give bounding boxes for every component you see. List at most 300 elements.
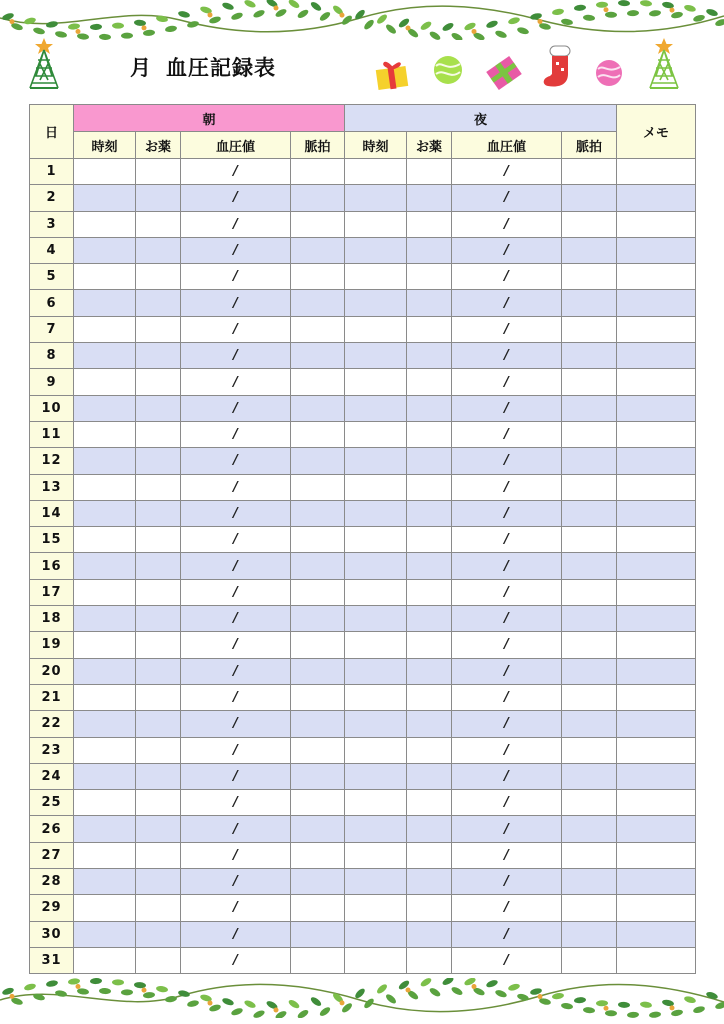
evening-time-cell[interactable] (345, 658, 407, 684)
evening-time-cell[interactable] (345, 737, 407, 763)
morning-medicine-cell[interactable] (136, 500, 181, 526)
gift-box-icon (484, 54, 524, 92)
morning-medicine-cell[interactable] (136, 211, 181, 237)
morning-pulse-cell[interactable] (291, 711, 345, 737)
evening-pulse-cell[interactable] (562, 606, 617, 632)
evening-medicine-cell[interactable] (407, 290, 452, 316)
evening-pulse-cell[interactable] (562, 264, 617, 290)
morning-bp-cell: / (181, 290, 291, 316)
table-row (30, 343, 696, 369)
evening-time-cell[interactable] (345, 237, 407, 263)
morning-time-cell[interactable] (74, 658, 136, 684)
evening-pulse-cell[interactable] (562, 369, 617, 395)
morning-medicine-cell[interactable] (136, 290, 181, 316)
morning-time-cell[interactable] (74, 159, 136, 185)
evening-medicine-cell[interactable] (407, 658, 452, 684)
morning-bp-cell: / (181, 237, 291, 263)
evening-pulse-cell[interactable] (562, 474, 617, 500)
gift-box-icon (374, 56, 410, 90)
evening-pulse-cell[interactable] (562, 658, 617, 684)
morning-header: 朝 (74, 105, 345, 132)
morning-time-cell[interactable] (74, 711, 136, 737)
morning-pulse-cell[interactable] (291, 500, 345, 526)
morning-time-cell[interactable] (74, 790, 136, 816)
evening-time-cell[interactable] (345, 895, 407, 921)
morning-bp-cell: / (181, 474, 291, 500)
morning-medicine-cell[interactable] (136, 947, 181, 973)
evening-medicine-cell[interactable] (407, 947, 452, 973)
morning-medicine-cell[interactable] (136, 237, 181, 263)
evening-time-cell[interactable] (345, 711, 407, 737)
evening-bp-cell: / (452, 343, 562, 369)
morning-time-cell[interactable] (74, 842, 136, 868)
morning-medicine-cell[interactable] (136, 790, 181, 816)
morning-pulse-cell[interactable] (291, 842, 345, 868)
evening-time-cell[interactable] (345, 921, 407, 947)
evening-pulse-cell[interactable] (562, 343, 617, 369)
morning-medicine-cell[interactable] (136, 606, 181, 632)
morning-medicine-cell[interactable] (136, 737, 181, 763)
day-cell: 18 (30, 606, 74, 632)
holly-garland-bottom (0, 978, 724, 1018)
day-cell: 10 (30, 395, 74, 421)
morning-time-cell[interactable] (74, 606, 136, 632)
morning-pulse-cell[interactable] (291, 474, 345, 500)
evening-medicine-cell[interactable] (407, 816, 452, 842)
evening-time-cell[interactable] (345, 684, 407, 710)
morning-pulse-cell[interactable] (291, 211, 345, 237)
evening-time-cell[interactable] (345, 947, 407, 973)
morning-bp-cell: / (181, 947, 291, 973)
evening-pulse-cell[interactable] (562, 421, 617, 447)
evening-time-cell[interactable] (345, 842, 407, 868)
evening-bp-cell: / (452, 211, 562, 237)
memo-cell[interactable] (617, 500, 696, 526)
morning-time-cell[interactable] (74, 237, 136, 263)
evening-time-cell[interactable] (345, 869, 407, 895)
morning-time-cell[interactable] (74, 290, 136, 316)
evening-medicine-cell[interactable] (407, 264, 452, 290)
evening-pulse-cell[interactable] (562, 395, 617, 421)
evening-time-cell[interactable] (345, 790, 407, 816)
table-row (30, 763, 696, 789)
table-row (30, 579, 696, 605)
memo-cell[interactable] (617, 895, 696, 921)
morning-pulse-cell[interactable] (291, 947, 345, 973)
morning-medicine-cell[interactable] (136, 921, 181, 947)
morning-medicine-cell[interactable] (136, 711, 181, 737)
evening-pulse-cell[interactable] (562, 684, 617, 710)
morning-medicine-cell[interactable] (136, 842, 181, 868)
evening-pulse-cell[interactable] (562, 237, 617, 263)
day-cell: 14 (30, 500, 74, 526)
evening-medicine-cell[interactable] (407, 711, 452, 737)
evening-bp-cell: / (452, 842, 562, 868)
morning-time-cell[interactable] (74, 632, 136, 658)
evening-medicine-cell[interactable] (407, 579, 452, 605)
morning-time-cell[interactable] (74, 211, 136, 237)
evening-pulse-cell[interactable] (562, 448, 617, 474)
evening-pulse-cell[interactable] (562, 737, 617, 763)
morning-medicine-cell[interactable] (136, 369, 181, 395)
evening-pulse-cell[interactable] (562, 159, 617, 185)
table-row (30, 500, 696, 526)
memo-cell[interactable] (617, 869, 696, 895)
morning-medicine-cell[interactable] (136, 763, 181, 789)
memo-cell[interactable] (617, 159, 696, 185)
evening-medicine-cell[interactable] (407, 448, 452, 474)
evening-bp-cell: / (452, 474, 562, 500)
memo-cell[interactable] (617, 211, 696, 237)
memo-cell[interactable] (617, 842, 696, 868)
evening-medicine-cell[interactable] (407, 316, 452, 342)
morning-bp-cell: / (181, 395, 291, 421)
morning-time-cell[interactable] (74, 343, 136, 369)
memo-cell[interactable] (617, 316, 696, 342)
morning-time-cell[interactable] (74, 869, 136, 895)
table-row (30, 947, 696, 973)
memo-cell[interactable] (617, 237, 696, 263)
evening-pulse-cell[interactable] (562, 500, 617, 526)
title-text: 血圧記録表 (166, 56, 276, 80)
evening-medicine-cell[interactable] (407, 895, 452, 921)
evening-bp-cell: / (452, 264, 562, 290)
evening-medicine-cell[interactable] (407, 369, 452, 395)
evening-pulse-cell[interactable] (562, 869, 617, 895)
morning-time-cell[interactable] (74, 816, 136, 842)
evening-time-cell[interactable] (345, 632, 407, 658)
evening-bp-cell: / (452, 579, 562, 605)
evening-medicine-cell[interactable] (407, 606, 452, 632)
evening-pulse-cell[interactable] (562, 763, 617, 789)
morning-time-cell[interactable] (74, 500, 136, 526)
memo-cell[interactable] (617, 763, 696, 789)
morning-time-cell[interactable] (74, 921, 136, 947)
memo-cell[interactable] (617, 527, 696, 553)
morning-medicine-cell[interactable] (136, 448, 181, 474)
morning-time-header: 時刻 (74, 132, 136, 159)
morning-bp-cell: / (181, 763, 291, 789)
evening-pulse-cell[interactable] (562, 895, 617, 921)
memo-cell[interactable] (617, 553, 696, 579)
evening-bp-cell: / (452, 500, 562, 526)
day-cell: 16 (30, 553, 74, 579)
day-cell: 1 (30, 159, 74, 185)
evening-medicine-cell[interactable] (407, 237, 452, 263)
morning-bp-cell: / (181, 869, 291, 895)
evening-pulse-cell[interactable] (562, 553, 617, 579)
day-cell: 22 (30, 711, 74, 737)
evening-pulse-cell[interactable] (562, 579, 617, 605)
morning-pulse-cell[interactable] (291, 632, 345, 658)
morning-bp-cell: / (181, 553, 291, 579)
evening-medicine-cell[interactable] (407, 763, 452, 789)
evening-time-cell[interactable] (345, 159, 407, 185)
evening-medicine-cell[interactable] (407, 159, 452, 185)
day-cell: 8 (30, 343, 74, 369)
morning-time-cell[interactable] (74, 579, 136, 605)
morning-pulse-cell[interactable] (291, 343, 345, 369)
evening-medicine-cell[interactable] (407, 632, 452, 658)
memo-cell[interactable] (617, 369, 696, 395)
page-title (130, 52, 276, 82)
evening-bp-cell: / (452, 816, 562, 842)
evening-bp-cell: / (452, 684, 562, 710)
morning-bp-cell: / (181, 842, 291, 868)
memo-cell[interactable] (617, 790, 696, 816)
evening-medicine-cell[interactable] (407, 842, 452, 868)
evening-pulse-cell[interactable] (562, 527, 617, 553)
morning-pulse-cell[interactable] (291, 185, 345, 211)
evening-time-cell[interactable] (345, 264, 407, 290)
table-row (30, 369, 696, 395)
evening-bp-cell: / (452, 448, 562, 474)
morning-medicine-cell[interactable] (136, 658, 181, 684)
morning-medicine-cell[interactable] (136, 474, 181, 500)
morning-pulse-cell[interactable] (291, 921, 345, 947)
morning-pulse-cell[interactable] (291, 763, 345, 789)
evening-medicine-cell[interactable] (407, 474, 452, 500)
morning-medicine-cell[interactable] (136, 316, 181, 342)
ornament-ball-icon (594, 58, 624, 88)
evening-bp-cell: / (452, 632, 562, 658)
day-cell: 9 (30, 369, 74, 395)
evening-medicine-cell[interactable] (407, 869, 452, 895)
morning-bp-cell: / (181, 159, 291, 185)
memo-cell[interactable] (617, 947, 696, 973)
evening-time-cell[interactable] (345, 290, 407, 316)
day-cell: 27 (30, 842, 74, 868)
day-cell: 12 (30, 448, 74, 474)
morning-medicine-cell[interactable] (136, 632, 181, 658)
evening-time-cell[interactable] (345, 448, 407, 474)
morning-time-cell[interactable] (74, 895, 136, 921)
morning-time-cell[interactable] (74, 448, 136, 474)
table-row (30, 921, 696, 947)
evening-pulse-cell[interactable] (562, 842, 617, 868)
evening-time-cell[interactable] (345, 527, 407, 553)
morning-time-cell[interactable] (74, 947, 136, 973)
morning-medicine-cell[interactable] (136, 395, 181, 421)
table-row (30, 790, 696, 816)
morning-bp-cell: / (181, 264, 291, 290)
evening-time-cell[interactable] (345, 369, 407, 395)
memo-cell[interactable] (617, 448, 696, 474)
evening-time-cell[interactable] (345, 343, 407, 369)
evening-time-cell[interactable] (345, 500, 407, 526)
table-row (30, 316, 696, 342)
memo-cell[interactable] (617, 579, 696, 605)
evening-medicine-cell[interactable] (407, 211, 452, 237)
evening-time-cell[interactable] (345, 395, 407, 421)
evening-medicine-cell[interactable] (407, 737, 452, 763)
morning-medicine-cell[interactable] (136, 816, 181, 842)
morning-pulse-cell[interactable] (291, 395, 345, 421)
morning-time-cell[interactable] (74, 421, 136, 447)
morning-pulse-cell[interactable] (291, 448, 345, 474)
memo-cell[interactable] (617, 474, 696, 500)
table-row (30, 842, 696, 868)
day-cell: 26 (30, 816, 74, 842)
table-row (30, 474, 696, 500)
morning-time-cell[interactable] (74, 369, 136, 395)
table-body (30, 159, 696, 974)
morning-medicine-cell[interactable] (136, 869, 181, 895)
table-row (30, 448, 696, 474)
morning-medicine-cell[interactable] (136, 579, 181, 605)
evening-medicine-cell[interactable] (407, 343, 452, 369)
table-row (30, 737, 696, 763)
evening-bp-cell: / (452, 921, 562, 947)
day-header: 日 (30, 105, 74, 159)
memo-cell[interactable] (617, 632, 696, 658)
morning-pulse-cell[interactable] (291, 369, 345, 395)
evening-pulse-cell[interactable] (562, 711, 617, 737)
morning-medicine-cell[interactable] (136, 264, 181, 290)
evening-time-cell[interactable] (345, 606, 407, 632)
morning-bp-cell: / (181, 369, 291, 395)
morning-pulse-cell[interactable] (291, 316, 345, 342)
evening-time-cell[interactable] (345, 185, 407, 211)
morning-time-cell[interactable] (74, 763, 136, 789)
evening-pulse-cell[interactable] (562, 316, 617, 342)
morning-medicine-cell[interactable] (136, 684, 181, 710)
memo-cell[interactable] (617, 290, 696, 316)
memo-cell[interactable] (617, 711, 696, 737)
morning-pulse-cell[interactable] (291, 790, 345, 816)
evening-time-cell[interactable] (345, 763, 407, 789)
morning-time-cell[interactable] (74, 474, 136, 500)
evening-bp-cell: / (452, 711, 562, 737)
evening-time-cell[interactable] (345, 316, 407, 342)
morning-pulse-cell[interactable] (291, 159, 345, 185)
evening-time-cell[interactable] (345, 553, 407, 579)
table-row (30, 237, 696, 263)
morning-pulse-cell[interactable] (291, 527, 345, 553)
evening-bp-cell: / (452, 553, 562, 579)
day-cell: 17 (30, 579, 74, 605)
morning-pulse-header: 脈拍 (291, 132, 345, 159)
morning-pulse-cell[interactable] (291, 684, 345, 710)
evening-time-cell[interactable] (345, 211, 407, 237)
evening-time-cell[interactable] (345, 816, 407, 842)
table-row (30, 711, 696, 737)
morning-time-cell[interactable] (74, 737, 136, 763)
evening-medicine-cell[interactable] (407, 921, 452, 947)
morning-pulse-cell[interactable] (291, 264, 345, 290)
evening-medicine-cell[interactable] (407, 527, 452, 553)
morning-time-cell[interactable] (74, 185, 136, 211)
morning-pulse-cell[interactable] (291, 237, 345, 263)
memo-cell[interactable] (617, 921, 696, 947)
morning-pulse-cell[interactable] (291, 579, 345, 605)
table-row (30, 869, 696, 895)
morning-time-cell[interactable] (74, 684, 136, 710)
evening-pulse-cell[interactable] (562, 921, 617, 947)
morning-medicine-cell[interactable] (136, 553, 181, 579)
evening-bp-cell: / (452, 869, 562, 895)
morning-time-cell[interactable] (74, 316, 136, 342)
evening-medicine-cell[interactable] (407, 500, 452, 526)
evening-pulse-cell[interactable] (562, 816, 617, 842)
morning-bp-cell: / (181, 632, 291, 658)
memo-cell[interactable] (617, 264, 696, 290)
morning-pulse-cell[interactable] (291, 895, 345, 921)
morning-time-cell[interactable] (74, 527, 136, 553)
morning-medicine-cell[interactable] (136, 421, 181, 447)
morning-pulse-cell[interactable] (291, 606, 345, 632)
evening-medicine-cell[interactable] (407, 421, 452, 447)
day-cell: 13 (30, 474, 74, 500)
day-cell: 25 (30, 790, 74, 816)
morning-pulse-cell[interactable] (291, 658, 345, 684)
evening-pulse-cell[interactable] (562, 211, 617, 237)
memo-cell[interactable] (617, 395, 696, 421)
evening-medicine-cell[interactable] (407, 684, 452, 710)
evening-medicine-cell[interactable] (407, 553, 452, 579)
evening-medicine-cell[interactable] (407, 790, 452, 816)
morning-pulse-cell[interactable] (291, 290, 345, 316)
morning-pulse-cell[interactable] (291, 816, 345, 842)
morning-pulse-cell[interactable] (291, 421, 345, 447)
morning-time-cell[interactable] (74, 553, 136, 579)
evening-bp-cell: / (452, 369, 562, 395)
memo-cell[interactable] (617, 343, 696, 369)
morning-time-cell[interactable] (74, 395, 136, 421)
evening-time-cell[interactable] (345, 579, 407, 605)
memo-cell[interactable] (617, 421, 696, 447)
evening-bp-cell: / (452, 895, 562, 921)
morning-medicine-cell[interactable] (136, 895, 181, 921)
day-cell: 23 (30, 737, 74, 763)
day-cell: 31 (30, 947, 74, 973)
morning-pulse-cell[interactable] (291, 869, 345, 895)
evening-bp-header: 血圧値 (452, 132, 562, 159)
month-label: 月 (130, 56, 152, 80)
morning-pulse-cell[interactable] (291, 553, 345, 579)
memo-cell[interactable] (617, 737, 696, 763)
memo-cell[interactable] (617, 658, 696, 684)
evening-pulse-cell[interactable] (562, 632, 617, 658)
table-row (30, 185, 696, 211)
morning-time-cell[interactable] (74, 264, 136, 290)
morning-medicine-cell[interactable] (136, 185, 181, 211)
morning-medicine-cell[interactable] (136, 159, 181, 185)
evening-bp-cell: / (452, 658, 562, 684)
christmas-tree-icon (24, 36, 64, 94)
evening-time-cell[interactable] (345, 421, 407, 447)
morning-medicine-cell[interactable] (136, 527, 181, 553)
morning-medicine-cell[interactable] (136, 343, 181, 369)
day-cell: 21 (30, 684, 74, 710)
morning-medicine-header: お薬 (136, 132, 181, 159)
evening-medicine-cell[interactable] (407, 185, 452, 211)
evening-pulse-cell[interactable] (562, 790, 617, 816)
memo-cell[interactable] (617, 185, 696, 211)
day-cell: 5 (30, 264, 74, 290)
morning-pulse-cell[interactable] (291, 737, 345, 763)
evening-pulse-cell[interactable] (562, 947, 617, 973)
memo-cell[interactable] (617, 816, 696, 842)
evening-pulse-cell[interactable] (562, 185, 617, 211)
memo-cell[interactable] (617, 606, 696, 632)
evening-medicine-header: お薬 (407, 132, 452, 159)
evening-time-cell[interactable] (345, 474, 407, 500)
evening-medicine-cell[interactable] (407, 395, 452, 421)
evening-pulse-cell[interactable] (562, 290, 617, 316)
memo-cell[interactable] (617, 684, 696, 710)
day-cell: 24 (30, 763, 74, 789)
